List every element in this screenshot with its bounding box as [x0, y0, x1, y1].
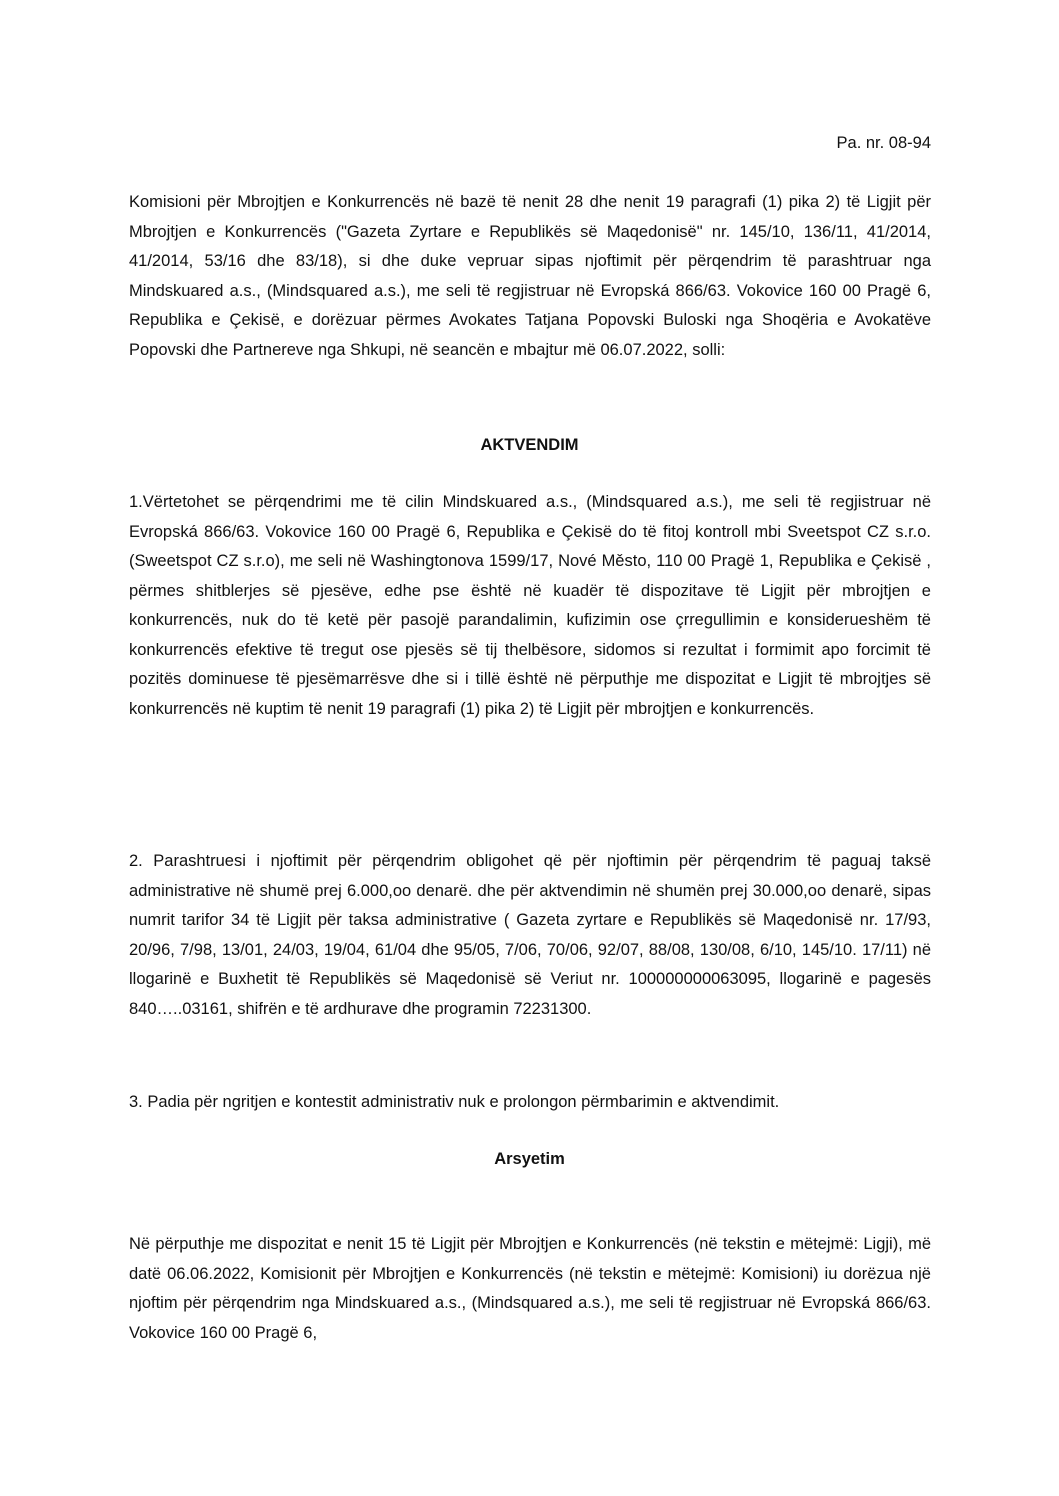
reasoning-heading: Arsyetim: [494, 1150, 565, 1168]
decision-point-2: 2. Parashtruesi i njoftimit për përqendrim obligohet që për njoftimin për përqendrim të paguaj taksë administrative në shumë prej 6.000,oo denarë. dhe për aktvendimin në shumën prej 30.000,oo denarë, sipas numrit tarifor 34 të Ligjit për taksa administrative ( Gazeta zyrtare e Republikës së Maqedonisë nr. 17/93, 20/96, 7/98, 13/01, 24/03, 19/04, 61/04 dhe 95/05, 7/06, 70/06, 92/07, 88/08, 130/08, 6/10, 145/10. 17/11) në llogarinë e Buxhetit të Republikës së Maqedonisë së Veriut nr. 100000000063095, llogarinë e pagesës 840…..03161, shifrën e të ardhurave dhe programin 72231300.: [129, 852, 931, 1018]
document-reference-number: Pa. nr. 08-94: [836, 134, 931, 152]
decision-point-1: 1.Vërtetohet se përqendrimi me të cilin Mindskuared a.s., (Mindsquared a.s.), me seli të regjistruar në Evropská 866/63. Vokovice 160 00 Pragë 6, Republika e Çekisë do të fitoj kontroll mbi Sveetspot CZ s.r.o. (Sweetspot CZ s.r.o), me seli në Washingtonova 1599/17, Nové Město, 110 00 Pragë 1, Republika e Çekisë , përmes shitblerjes së pjesëve, edhe pse është në kuadër të dispozitave të Ligjit për mbrojtjen e konkurrencës, nuk do të ketë për pasojë parandalimin, kufizimin ose çrregullimin e konsiderueshëm të konkurrencës efektive të tregut ose pjesës së tij thelbësore, sidomos si rezultat i formimit apo forcimit të pozitës dominuese të pjesëmarrësve dhe si i tillë është në përputhje me dispozitat e Ligjit të mbrojtjes së konkurrencës në kuptim të nenit 19 paragrafi (1) pika 2) të Ligjit për mbrojtjen e konkurrencës.: [129, 493, 931, 718]
reasoning-paragraph: Në përputhje me dispozitat e nenit 15 të Ligjit për Mbrojtjen e Konkurrencës (në tekstin e mëtejmë: Ligji), më datë 06.06.2022, Komisionit për Mbrojtjen e Konkurrencës (në tekstin e mëtejmë: Komisioni) iu dorëzua një njoftim për përqendrim nga Mindskuared a.s., (Mindsquared a.s.), me seli të regjistruar në Evropská 866/63. Vokovice 160 00 Pragë 6,: [129, 1235, 931, 1342]
intro-paragraph: Komisioni për Mbrojtjen e Konkurrencës në bazë të nenit 28 dhe nenit 19 paragrafi (1) pika 2) të Ligjit për Mbrojtjen e Konkurrencës ("Gazeta Zyrtare e Republikës së Maqedonisë" nr. 145/10, 136/11, 41/2014, 41/2014, 53/16 dhe 83/18), si dhe duke vepruar sipas njoftimit për përqendrim të parashtruar nga Mindskuared a.s., (Mindsquared a.s.), me seli të regjistruar në Evropská 866/63. Vokovice 160 00 Pragë 6, Republika e Çekisë, e dorëzuar përmes Avokates Tatjana Popovski Buloski nga Shoqëria e Avokatëve Popovski dhe Partnereve nga Shkupi, në seancën e mbajtur më 06.07.2022, solli:: [129, 193, 931, 359]
decision-point-3: 3. Padia për ngritjen e kontestit administrativ nuk e prolongon përmbarimin e aktvendimit.: [129, 1093, 780, 1111]
decision-heading: AKTVENDIM: [480, 436, 579, 454]
